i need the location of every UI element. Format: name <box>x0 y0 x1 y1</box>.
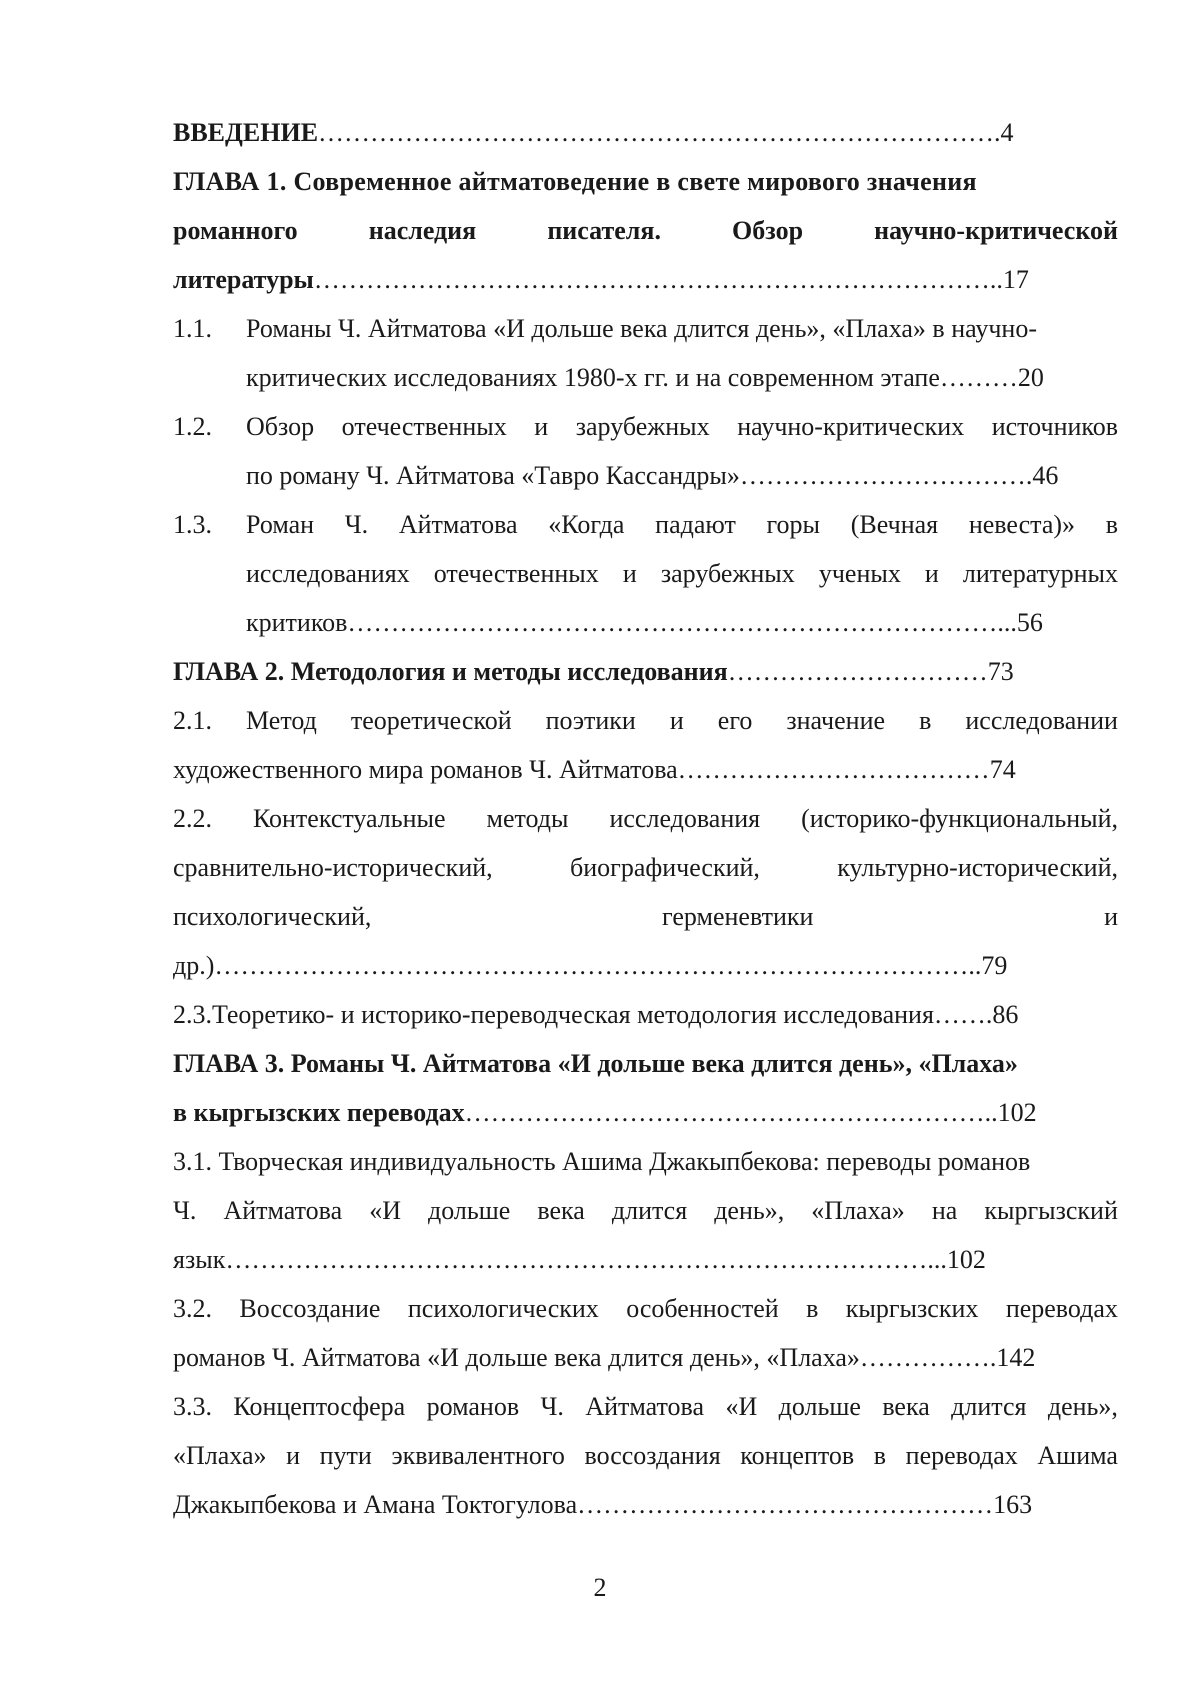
toc-word: сравнительно-исторический, <box>173 853 493 882</box>
toc-page-number: .46 <box>1025 461 1059 490</box>
toc-word: Айтматова <box>398 510 518 539</box>
toc-section-number: 1.2. <box>173 412 212 441</box>
toc-word: Контекстуальные <box>252 804 446 833</box>
toc-word: переводах <box>905 1441 1018 1470</box>
toc-word: и <box>669 706 684 735</box>
toc-title: романов Ч. Айтматова «И дольше века длится день», «Плаха»……………. <box>173 1343 997 1372</box>
toc-word: его <box>717 706 753 735</box>
toc-title: литературы <box>173 265 314 294</box>
toc-word: 3.2. <box>173 1294 212 1323</box>
toc-word: длится <box>951 1392 1027 1421</box>
toc-word: научно-критической <box>874 216 1118 245</box>
toc-section-1-2-line-2 <box>246 451 1118 500</box>
toc-word: (историко-функциональный, <box>801 804 1118 833</box>
toc-word: Роман <box>246 510 315 539</box>
toc-word: в <box>1105 510 1118 539</box>
toc-page-number: 86 <box>992 1000 1019 1029</box>
toc-word: в <box>919 706 932 735</box>
toc-section-3-3-line-2 <box>173 1431 1118 1480</box>
toc-word: зарубежных <box>660 559 795 588</box>
toc-word: Концептосфера <box>233 1392 406 1421</box>
toc-section-3-1-line-1 <box>173 1137 1118 1186</box>
toc-title: по роману Ч. Айтматова «Тавро Кассандры»…………………………… <box>246 461 1026 490</box>
toc-section-2-1-line-1 <box>173 696 1118 745</box>
toc-chapter-3-line-2 <box>173 1088 1118 1137</box>
toc-word: биографический, <box>570 853 760 882</box>
toc-word: падают <box>655 510 736 539</box>
toc-title: ГЛАВА 3. Романы Ч. Айтматова «И дольше века длится день», «Плаха» <box>173 1049 1018 1078</box>
toc-word: 3.3. <box>173 1392 212 1421</box>
toc-word: день», <box>1047 1392 1118 1421</box>
toc-word: романного <box>173 216 298 245</box>
toc-section-1-2-line-1 <box>246 402 1118 451</box>
toc-page-number: 163 <box>993 1490 1033 1519</box>
toc-chapter-1-line-1 <box>173 157 1118 206</box>
toc-word: кыргызских <box>845 1294 979 1323</box>
toc-word: концептов <box>740 1441 855 1470</box>
toc-word: и <box>534 412 549 441</box>
toc-chapter-1-line-3 <box>173 255 1118 304</box>
toc-word: в <box>806 1294 819 1323</box>
toc-word: источников <box>991 412 1118 441</box>
toc-word: переводах <box>1005 1294 1118 1323</box>
toc-section-2-1-line-2 <box>173 745 1118 794</box>
toc-word: Ашима <box>1037 1441 1118 1470</box>
toc-title: др.)…………………………………………………………………………….. <box>173 951 982 980</box>
toc-title: Романы Ч. Айтматова «И дольше века длится день», «Плаха» в научно- <box>246 314 1037 343</box>
toc-word: отечественных <box>341 412 507 441</box>
toc-leader: ………………………… <box>727 657 988 686</box>
toc-word: невеста)» <box>968 510 1076 539</box>
toc-word: и <box>1104 902 1118 931</box>
toc-word: дольше <box>428 1196 511 1225</box>
toc-section-2-2-line-3 <box>173 892 1118 941</box>
toc-word: Метод <box>246 706 317 735</box>
toc-entry-chapter-2 <box>173 647 1118 696</box>
toc-section-1-3-line-3 <box>246 598 1118 647</box>
toc-word: «Плаха» <box>811 1196 905 1225</box>
toc-word: дольше <box>778 1392 861 1421</box>
toc-page-number: 102 <box>946 1245 986 1274</box>
toc-word: писателя. <box>547 216 661 245</box>
toc-page-number: 4 <box>1000 118 1014 147</box>
toc-word: исследования <box>609 804 761 833</box>
toc-word: исследованиях <box>246 559 410 588</box>
toc-word: Обзор <box>732 216 804 245</box>
toc-word: века <box>537 1196 585 1225</box>
toc-title: ГЛАВА 2. Методология и методы исследования <box>173 657 728 686</box>
toc-word: «И <box>369 1196 401 1225</box>
toc-word: на <box>931 1196 958 1225</box>
toc-word: значение <box>786 706 886 735</box>
toc-title: критиков…………………………………………………………………. <box>246 608 1004 637</box>
toc-word: и <box>286 1441 301 1470</box>
toc-section-1-1-line-1 <box>246 304 1118 353</box>
toc-word: особенностей <box>626 1294 779 1323</box>
toc-word: психологических <box>407 1294 599 1323</box>
toc-leader: ……………………………………………………………………. <box>318 118 1001 147</box>
toc-word: день», <box>714 1196 785 1225</box>
toc-word: Обзор <box>246 412 315 441</box>
toc-word: «Когда <box>548 510 625 539</box>
toc-word: наследия <box>368 216 477 245</box>
toc-word: пути <box>319 1441 372 1470</box>
toc-word: поэтики <box>545 706 636 735</box>
toc-leader: …………………………………………………….. <box>464 1098 998 1127</box>
toc-word: методы <box>486 804 569 833</box>
toc-section-1-1-line-2 <box>246 353 1118 402</box>
toc-section-3-2-line-1 <box>173 1284 1118 1333</box>
toc-word: века <box>882 1392 930 1421</box>
toc-title: художественного мира романов Ч. Айтматова……………………………… <box>173 755 990 784</box>
toc-word: Ч. <box>344 510 369 539</box>
toc-section-2-2-line-2 <box>173 843 1118 892</box>
toc-page-number: 73 <box>987 657 1014 686</box>
toc-title: Джакыпбекова и Амана Токтогулова………………………………………… <box>173 1490 994 1519</box>
toc-leader: …………………………………………………………………….. <box>313 265 1003 294</box>
toc-page-number: 79 <box>981 951 1008 980</box>
toc-section-3-3-line-3 <box>173 1480 1118 1529</box>
toc-word: (Вечная <box>850 510 939 539</box>
toc-word: культурно-исторический, <box>837 853 1118 882</box>
toc-word: Айтматова <box>585 1392 705 1421</box>
toc-section-2-2-line-4 <box>173 941 1118 990</box>
toc-title: критических исследованиях 1980-х гг. и на современном этапе……… <box>246 363 1018 392</box>
toc-page-number: 20 <box>1017 363 1044 392</box>
toc-word: исследовании <box>965 706 1118 735</box>
toc-word: Ч. <box>173 1196 197 1225</box>
toc-title: 3.1. Творческая индивидуальность Ашима Джакыпбекова: переводы романов <box>173 1147 1031 1176</box>
toc-section-1-3-line-2 <box>246 549 1118 598</box>
toc-word: горы <box>766 510 821 539</box>
toc-section-3-3-line-1 <box>173 1382 1118 1431</box>
toc-page-number: 74 <box>989 755 1016 784</box>
toc-word: романов <box>426 1392 520 1421</box>
toc-word: и <box>622 559 637 588</box>
toc-section-1-3-line-1 <box>246 500 1118 549</box>
toc-word: Воссоздание <box>239 1294 381 1323</box>
toc-word: эквивалентного <box>391 1441 565 1470</box>
toc-word: 2.1. <box>173 706 212 735</box>
toc-chapter-3-line-1 <box>173 1039 1118 1088</box>
toc-word: герменевтики <box>662 902 814 931</box>
toc-page-number: 102 <box>997 1098 1037 1127</box>
toc-page-number: ..56 <box>1003 608 1043 637</box>
toc-title: в кыргызских переводах <box>173 1098 465 1127</box>
toc-word: научно-критических <box>737 412 965 441</box>
toc-section-2-3 <box>173 990 1118 1039</box>
toc-word: ученых <box>818 559 901 588</box>
toc-title: язык………………………………………………………………………... <box>173 1245 947 1274</box>
toc-page-number: 17 <box>1002 265 1029 294</box>
toc-word: в <box>873 1441 887 1470</box>
toc-chapter-1-line-2 <box>173 206 1118 255</box>
toc-entry-introduction <box>173 108 1118 157</box>
toc-page-number: 142 <box>996 1343 1036 1372</box>
toc-word: теоретической <box>350 706 512 735</box>
toc-word: психологический, <box>173 902 372 931</box>
toc-word: кыргызский <box>984 1196 1118 1225</box>
toc-word: зарубежных <box>575 412 710 441</box>
toc-title: 2.3.Теоретико- и историко-переводческая методология исследования……. <box>173 1000 993 1029</box>
toc-word: воссоздания <box>584 1441 721 1470</box>
toc-word: Айтматова <box>223 1196 343 1225</box>
toc-section-3-2-line-2 <box>173 1333 1118 1382</box>
toc-section-number: 1.3. <box>173 510 212 539</box>
toc-section-number: 1.1. <box>173 314 212 343</box>
toc-title: ВВЕДЕНИЕ <box>173 118 319 147</box>
toc-word: Ч. <box>540 1392 564 1421</box>
toc-word: литературных <box>962 559 1118 588</box>
toc-word: отечественных <box>433 559 599 588</box>
toc-section-3-1-line-2 <box>173 1186 1118 1235</box>
toc-word: длится <box>611 1196 688 1225</box>
toc-word: «И <box>725 1392 758 1421</box>
toc-word: «Плаха» <box>173 1441 267 1470</box>
toc-section-2-2-line-1 <box>173 794 1118 843</box>
toc-word: и <box>924 559 939 588</box>
page-number: 2 <box>593 1573 607 1602</box>
toc-section-3-1-line-3 <box>173 1235 1118 1284</box>
toc-word: 2.2. <box>173 804 212 833</box>
toc-title: ГЛАВА 1. Современное айтматоведение в свете мирового значения <box>173 167 977 196</box>
